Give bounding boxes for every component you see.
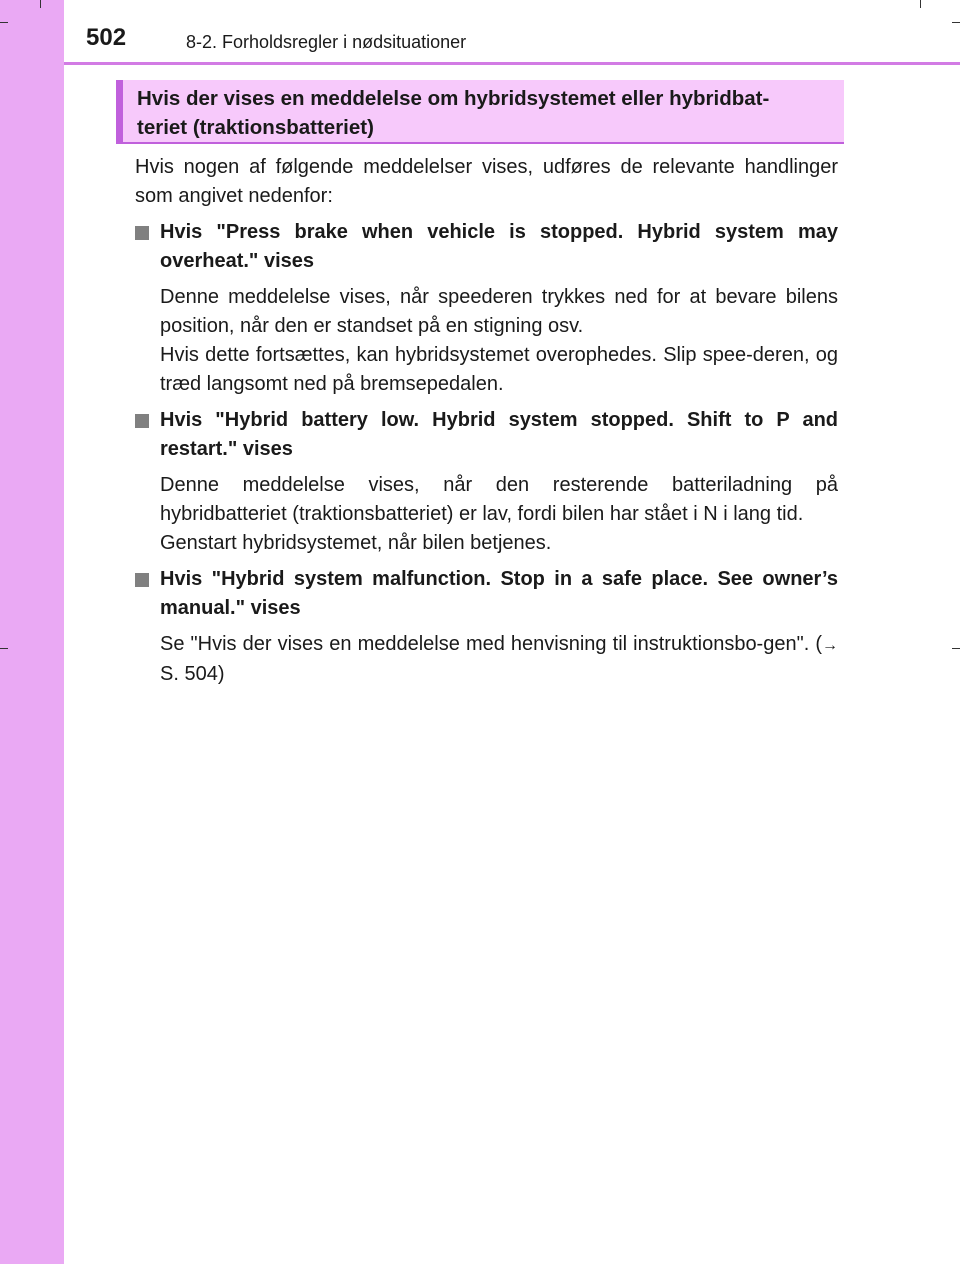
crop-mark: [0, 22, 8, 23]
message-item: [135, 406, 838, 558]
arrow-right-icon: →: [822, 637, 838, 654]
page-number: 502: [86, 24, 127, 51]
message-body: [160, 283, 838, 399]
body-paragraph: Denne meddelelse vises, når den resterende batteriladning på hybridbatteriet (traktionsbatteriet) er lav, fordi bilen har stået i N i lang tid.: [160, 474, 838, 525]
header-divider: [64, 62, 960, 65]
topic-title: [137, 84, 837, 142]
topic-title-line: teriet (traktionsbatteriet): [137, 116, 374, 139]
square-bullet-icon: [135, 414, 149, 428]
crop-mark: [0, 648, 8, 649]
message-item: [135, 218, 838, 399]
body-paragraph: Hvis dette fortsættes, kan hybridsystemet overophedes. Slip spee-deren, og træd langsomt ned på bremsepedalen.: [160, 344, 838, 395]
message-heading: Hvis "Hybrid battery low. Hybrid system stopped. Shift to P and restart." vises: [160, 409, 838, 460]
body-paragraph: Denne meddelelse vises, når speederen trykkes ned for at bevare bilens position, når den er standset på en stigning osv.: [160, 286, 838, 337]
message-body: [160, 630, 838, 689]
message-body: [160, 471, 838, 558]
square-bullet-icon: [135, 573, 149, 587]
page-reference-link[interactable]: S. 504): [160, 663, 225, 685]
page-content: [135, 153, 838, 689]
page-header: [64, 0, 960, 64]
square-bullet-icon: [135, 226, 149, 240]
intro-paragraph: Hvis nogen af følgende meddelelser vises, udføres de relevante handlinger som angivet nedenfor:: [135, 156, 838, 207]
crop-mark: [952, 648, 960, 649]
message-heading: Hvis "Hybrid system malfunction. Stop in a safe place. See owner’s manual." vises: [160, 568, 838, 619]
message-item: [135, 565, 838, 689]
reference-text: Se "Hvis der vises en meddelelse med henvisning til instruktionsbo-gen". (: [160, 633, 822, 655]
side-color-band: [0, 0, 64, 1264]
topic-title-box: [116, 80, 844, 144]
body-paragraph: [160, 630, 838, 689]
message-heading: Hvis "Press brake when vehicle is stopped. Hybrid system may overheat." vises: [160, 221, 838, 272]
section-title: 8-2. Forholdsregler i nødsituationer: [186, 32, 467, 52]
crop-mark: [40, 0, 41, 8]
topic-title-line: Hvis der vises en meddelelse om hybridsystemet eller hybridbat-: [137, 87, 770, 110]
body-paragraph: Genstart hybridsystemet, når bilen betjenes.: [160, 532, 552, 554]
